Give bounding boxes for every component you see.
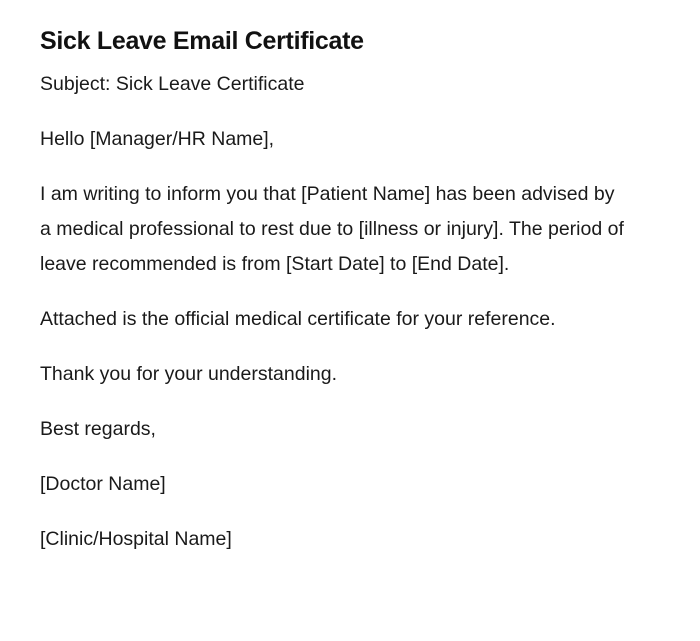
document-title: Sick Leave Email Certificate: [40, 27, 364, 55]
email-greeting: Hello [Manager/HR Name],: [40, 128, 275, 150]
closing-line: Best regards,: [40, 418, 156, 440]
email-body-paragraph: I am writing to inform you that [Patient Name] has been advised by a medical professional to rest due to [illness or injury]. The period of leave recommended is from [Start Date] to [End Date].: [40, 183, 624, 275]
thanks-line: Thank you for your understanding.: [40, 363, 338, 385]
signature-organization: [Clinic/Hospital Name]: [40, 528, 232, 550]
email-subject: Subject: Sick Leave Certificate: [40, 73, 305, 95]
signature-name: [Doctor Name]: [40, 473, 166, 495]
attachment-note: Attached is the official medical certificate for your reference.: [40, 308, 556, 330]
